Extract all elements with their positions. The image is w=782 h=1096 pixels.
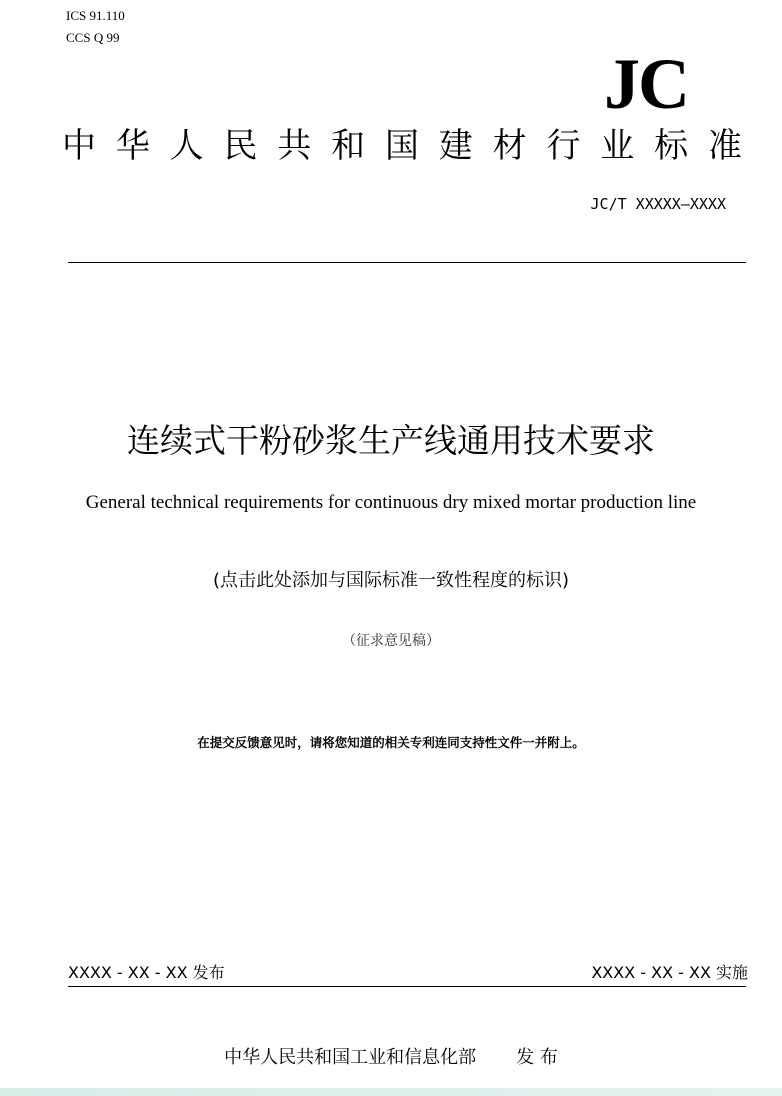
standard-category-title [62,124,742,168]
top-divider [68,262,746,263]
standard-category-char: 华 [115,126,150,166]
implement-date: XXXX - XX - XX 实施 [591,963,748,982]
consistency-note[interactable]: (点击此处添加与国际标准一致性程度的标识) [212,570,570,591]
standard-category-char: 行 [546,126,581,166]
patent-notice: 在提交反馈意见时，请将您知道的相关专利连同支持性文件一并附上。 [197,735,585,750]
standard-category-char: 准 [707,126,742,166]
standard-category-char: 国 [384,126,419,166]
standard-category-char: 建 [438,126,473,166]
ccs-code: CCS Q 99 [66,30,120,45]
issuer-line [0,1045,782,1071]
document-title-en: General technical requirements for continuous dry mixed mortar production line [85,492,697,513]
standard-category-char: 中 [62,126,96,166]
document-title-cn: 连续式干粉砂浆生产线通用技术要求 [127,421,655,460]
publish-date: XXXX - XX - XX 发布 [68,963,225,982]
ics-code: ICS 91.110 [66,8,125,23]
standard-category-char: 和 [331,126,366,166]
issue-label: 发 布 [516,1047,558,1068]
page-bottom-strip [0,1088,782,1096]
standard-category-char: 民 [223,126,258,166]
standard-number: JC/T XXXXX—XXXX [590,195,726,213]
standard-category-char: 标 [654,126,689,166]
standard-category-char: 共 [277,126,312,166]
standard-category-char: 人 [169,126,204,166]
jc-logo: JC [604,44,688,124]
classification-codes [66,5,125,49]
issuer-name: 中华人民共和国工业和信息化部 [224,1047,477,1068]
draft-status: （征求意见稿） [342,633,440,649]
standard-category-char: 材 [492,126,527,166]
standard-category-char: 业 [600,126,635,166]
bottom-divider [68,986,746,987]
